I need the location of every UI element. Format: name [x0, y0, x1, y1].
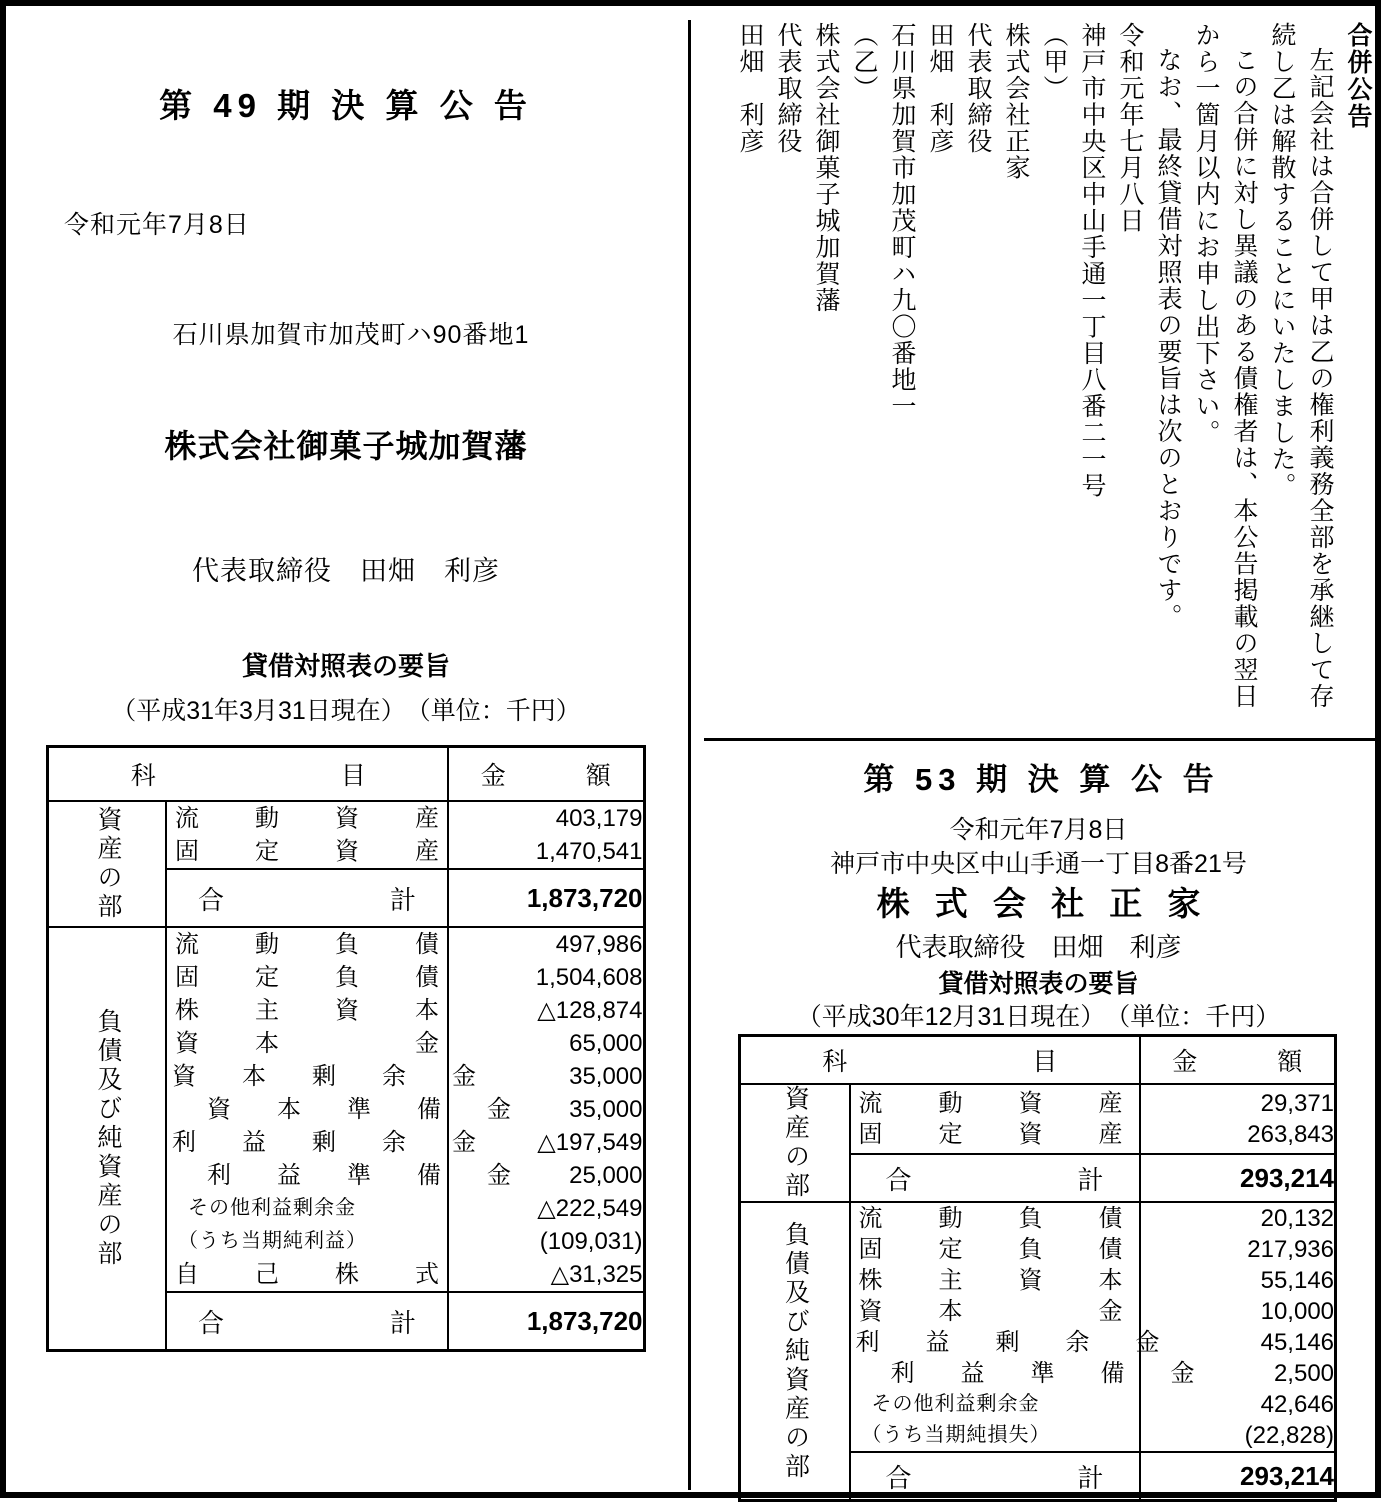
right-balance-sheet-subtitle: （平成30年12月31日現在） （単位：千円） [796, 1003, 1281, 1031]
party-otsu-address: 石川県加賀市加茂町ハ九〇番地一 [888, 22, 916, 420]
assets-item-list: 流 動 資 産 固 定 資 産 [850, 1084, 1140, 1154]
party-otsu-name: 田畑 利彦 [736, 22, 764, 155]
merger-notice-line-1: 左記会社は合併して甲は乙の権利義務全部を承継して存続し乙は解散することにいたしました。 [1268, 22, 1334, 710]
liabilities-rows [740, 1202, 1336, 1452]
assets-total-amount: 293,214 [1140, 1154, 1336, 1202]
section-divider [704, 738, 1376, 741]
right-page-title: 第 53 期 決 算 公 告 [863, 762, 1220, 797]
party-otsu-title: 代表取締役 [774, 22, 802, 155]
merger-notice [705, 22, 1377, 734]
merger-notice-line-3: なお、最終貸借対照表の要旨は次のとおりです。 [1154, 47, 1182, 630]
right-announcement [696, 12, 1381, 1498]
party-otsu-company: 株式会社御菓子城加賀藩 [812, 22, 840, 314]
assets-total-label: 合 計 [166, 869, 448, 927]
assets-total-label: 合 計 [850, 1154, 1140, 1202]
right-address: 神戸市中央区中山手通一丁目8番21号 [830, 850, 1247, 878]
page-inner [12, 12, 1381, 1498]
assets-amount-list: 29,371 263,843 [1140, 1084, 1336, 1154]
left-address: 石川県加賀市加茂町ハ90番地1 [172, 321, 530, 349]
party-ko-name: 田畑 利彦 [926, 22, 954, 155]
liabilities-side-label: 負債及び純資産の部 [740, 1202, 850, 1501]
left-company-name: 株式会社御菓子城加賀藩 [164, 428, 528, 464]
liabilities-side-label: 負債及び純資産の部 [48, 927, 166, 1351]
assets-rows [740, 1084, 1336, 1154]
assets-item-list: 流 動 資 産 固 定 資 産 [166, 801, 448, 869]
party-ko-company: 株式会社正家 [1002, 22, 1030, 181]
table-header-row [48, 747, 644, 802]
right-representative: 代表取締役 田畑 利彦 [895, 932, 1182, 962]
party-otsu-mark: （乙） [850, 22, 878, 102]
left-announcement [12, 12, 680, 1498]
right-date: 令和元年7月8日 [949, 816, 1128, 844]
liabilities-item-list: 流 動 負 債 固 定 負 債 株 主 資 本 資 本 金 利 益 剰 余 金 利 益 準 備 金 その他利益剰余金 （うち当期純損失） [850, 1202, 1140, 1452]
liabilities-amount-list: 20,132 217,936 55,146 10,000 45,146 2,500 42,646 (22,828) [1140, 1202, 1336, 1452]
left-balance-sheet-subtitle: （平成31年3月31日現在） （単位：千円） [111, 697, 581, 725]
liabilities-total-amount: 293,214 [1140, 1452, 1336, 1501]
left-balance-sheet-title: 貸借対照表の要旨 [241, 651, 450, 681]
table-header-row [740, 1036, 1336, 1085]
liabilities-total-label: 合 計 [850, 1452, 1140, 1501]
left-representative: 代表取締役 田畑 利彦 [192, 556, 500, 586]
merger-notice-date: 令和元年七月八日 [1116, 22, 1144, 234]
assets-side-label: 資産の部 [740, 1084, 850, 1202]
header-amount-cell: 金 額 [448, 747, 644, 802]
party-ko-title: 代表取締役 [964, 22, 992, 155]
party-ko-mark: （甲） [1040, 22, 1068, 102]
right-company-name: 株 式 会 社 正 家 [876, 885, 1209, 922]
liabilities-amount-list: 497,986 1,504,608 △128,874 65,000 35,000 35,000 △197,549 25,000 △222,549 (109,031) △31,325 [448, 927, 644, 1292]
merger-notice-line-2: この合併に対し異議のある債権者は、本公告掲載の翌日から一箇月以内にお申し出下さい。 [1192, 22, 1258, 710]
right-balance-sheet-table [738, 1034, 1337, 1502]
assets-total-amount: 1,873,720 [448, 869, 644, 927]
liabilities-total-amount: 1,873,720 [448, 1292, 644, 1351]
column-divider [688, 20, 691, 1490]
header-amount-cell: 金 額 [1140, 1036, 1336, 1085]
liabilities-total-label: 合 計 [166, 1292, 448, 1351]
left-date: 令和元年7月8日 [64, 211, 250, 239]
assets-amount-list: 403,179 1,470,541 [448, 801, 644, 869]
liabilities-item-list: 流 動 負 債 固 定 負 債 株 主 資 本 資 本 金 資 本 剰 余 金 資 本 準 備 金 利 益 剰 余 金 利 益 準 備 金 その他利益剰余金 （うち当期純利益） 自 己 株 式 [166, 927, 448, 1292]
assets-rows [48, 801, 644, 869]
header-item-cell: 科 目 [740, 1036, 1140, 1085]
party-ko-address: 神戸市中央区中山手通一丁目八番二一号 [1078, 22, 1106, 499]
right-balance-sheet-title: 貸借対照表の要旨 [938, 970, 1139, 998]
header-item-cell: 科 目 [48, 747, 448, 802]
merger-notice-title: 合併公告 [1344, 22, 1372, 130]
left-page-title: 第 49 期 決 算 公 告 [159, 87, 533, 124]
liabilities-rows [48, 927, 644, 1292]
assets-side-label: 資産の部 [48, 801, 166, 927]
left-balance-sheet-table [46, 745, 645, 1352]
